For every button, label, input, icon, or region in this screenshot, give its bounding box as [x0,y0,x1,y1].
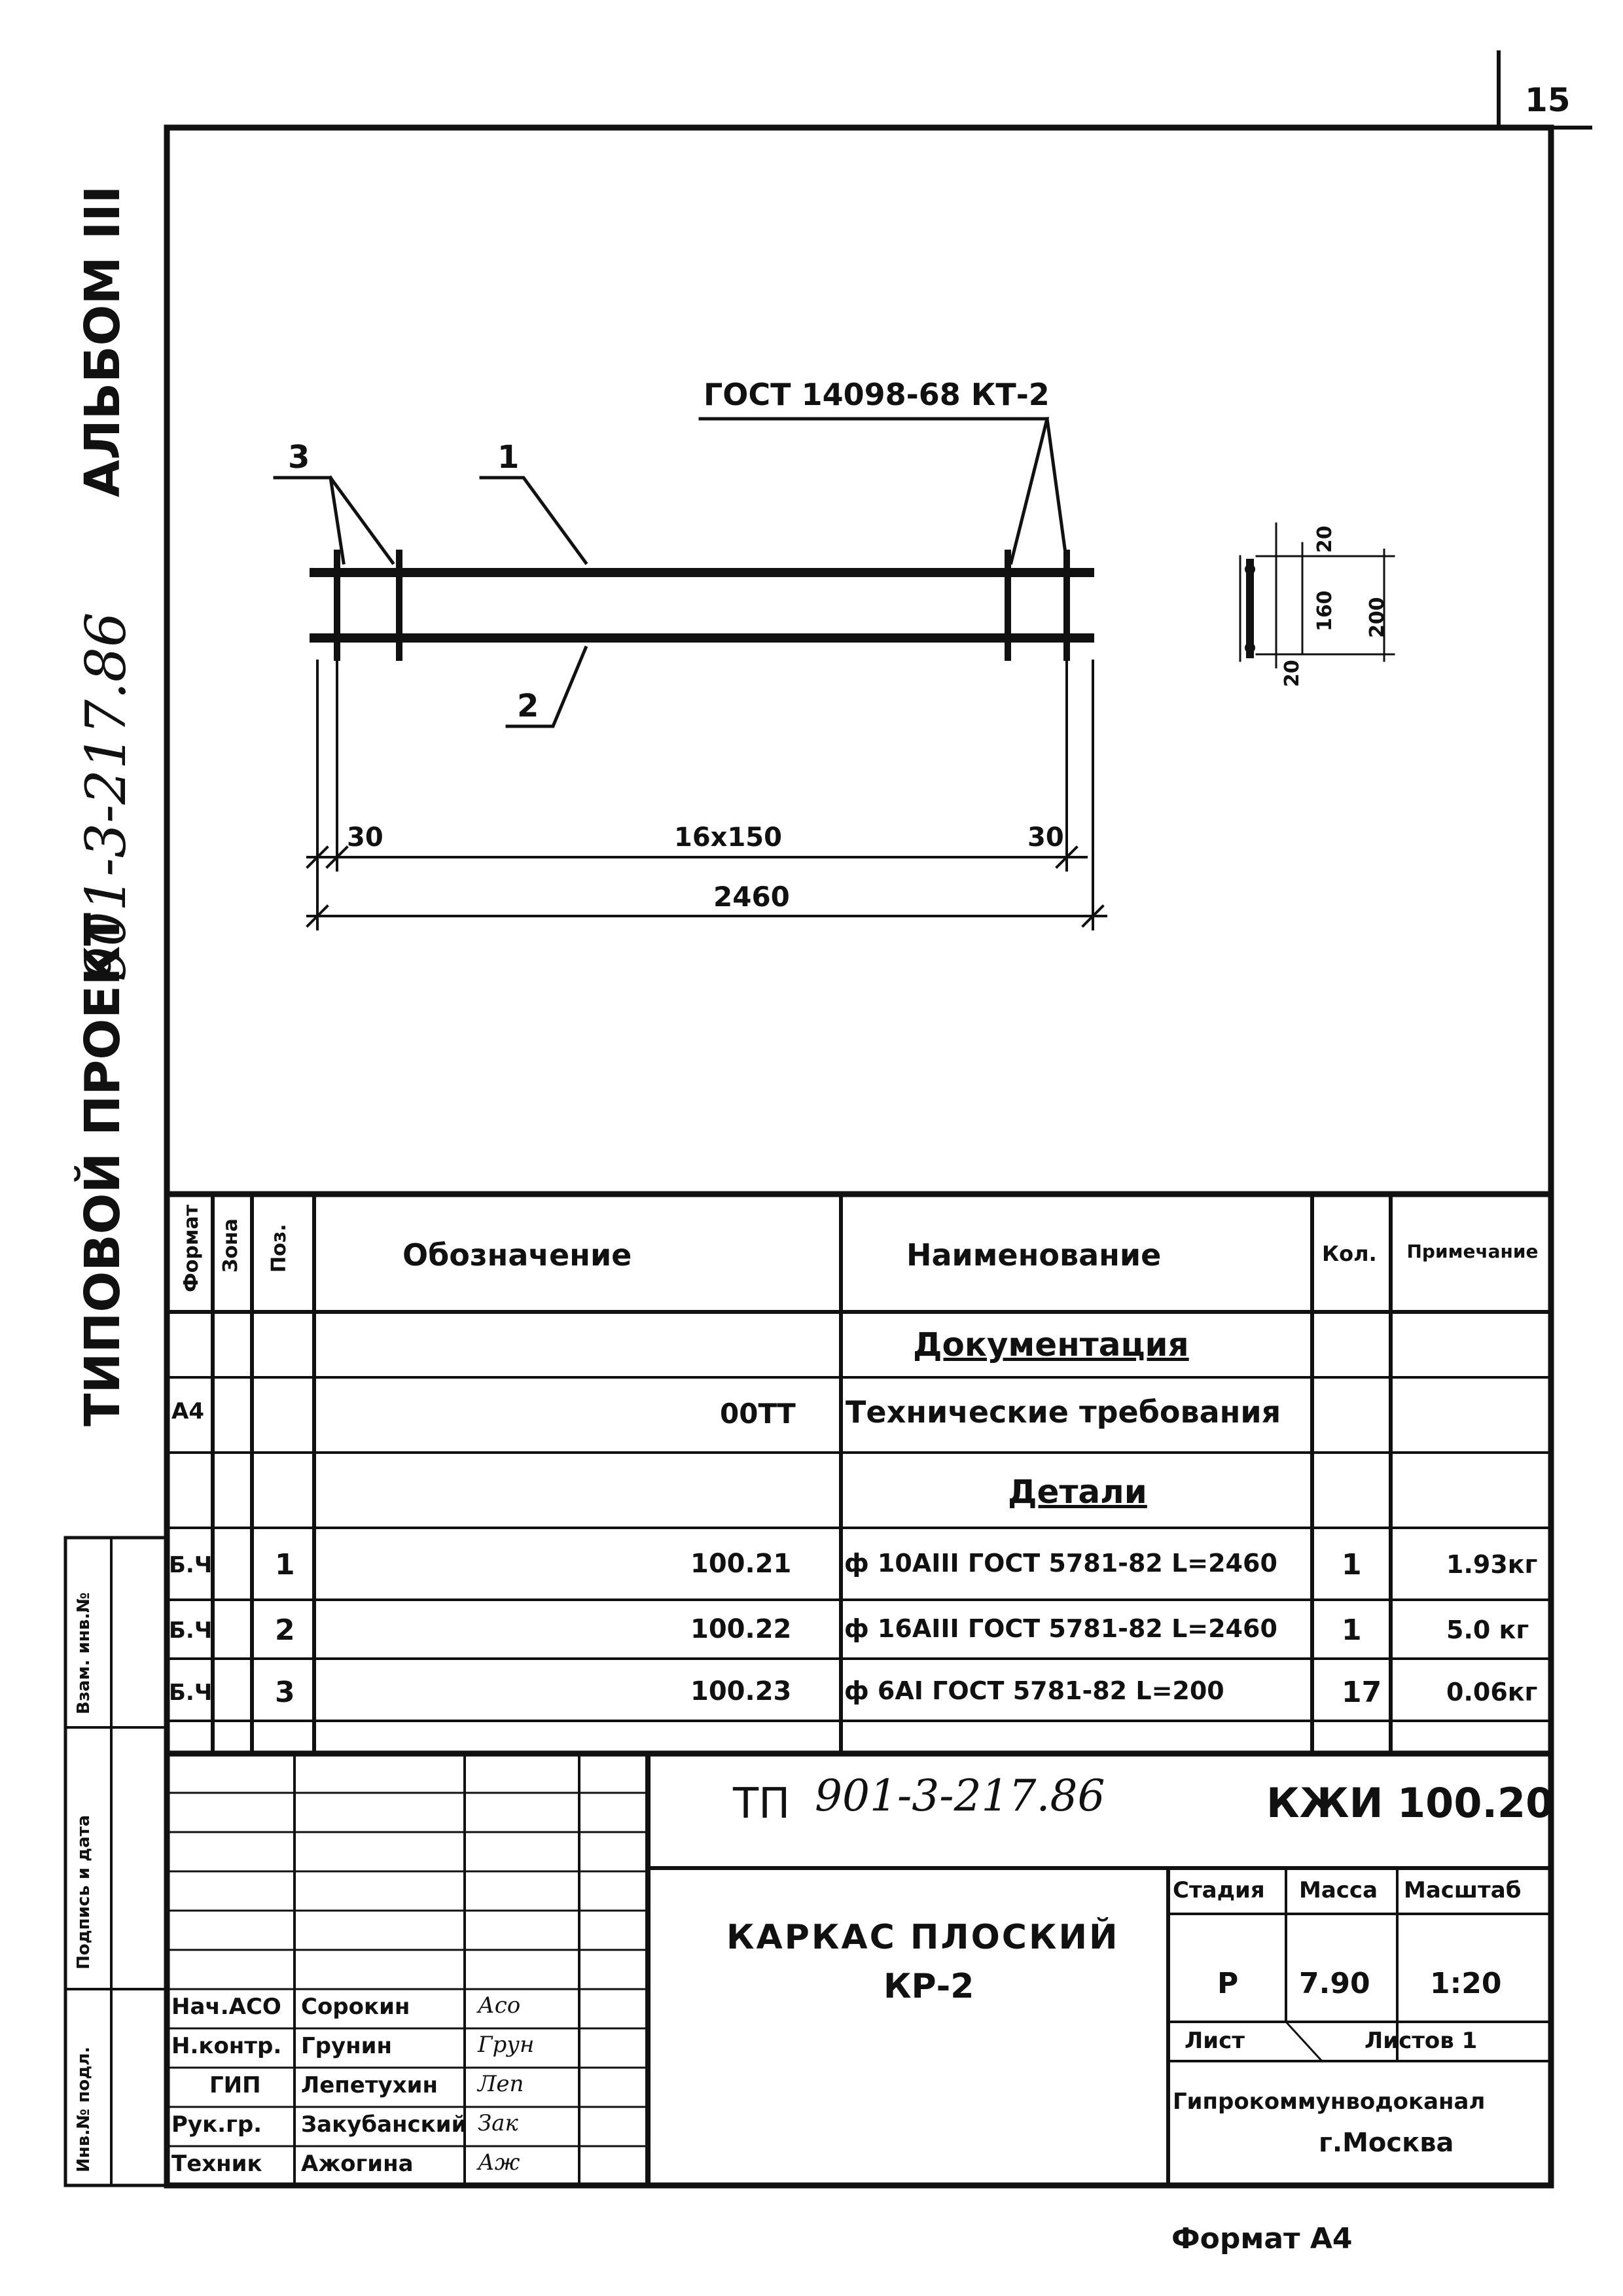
dim-middle: 16х150 [674,822,782,853]
row-2-pos: 2 [275,1614,295,1647]
callout-1: 1 [497,439,520,476]
signature-4: Зак [478,2110,518,2136]
callout-2: 2 [517,688,539,724]
section-dim-inner: 160 [1313,590,1336,631]
name-5: Ажогина [301,2151,414,2177]
dim-left: 30 [347,822,383,853]
side-title-prefix: ТИПОВОЙ ПРОЕКТ [75,913,131,1426]
sheet-number: 15 [1525,81,1571,119]
sheet-label: Лист [1185,2028,1245,2054]
row-3-name: ф 6АI ГОСТ 5781-82 L=200 [844,1676,1224,1705]
object-name-line1: КАРКАС ПЛОСКИЙ [726,1918,1120,1957]
section-documentation: Документация [913,1326,1189,1364]
name-1: Сорокин [301,1994,410,2020]
section-dim-outer: 200 [1366,597,1389,638]
row-3-note: 0.06кг [1446,1678,1538,1706]
cage-elevation [275,419,1106,929]
section-dim-top: 20 [1313,525,1336,553]
scale-value: 1:20 [1430,1967,1502,2000]
row-3-format: Б.Ч [169,1680,213,1706]
organization-city: г.Москва [1319,2128,1454,2158]
mass-label: Масса [1299,1877,1378,1903]
row-1-qty: 1 [1342,1548,1362,1581]
role-3: ГИП [209,2072,261,2098]
header-zone: Зона [219,1218,242,1273]
name-2: Грунин [301,2033,392,2059]
side-title-album: АЛЬБОМ III [75,185,131,497]
header-qty: Кол. [1322,1241,1377,1266]
row-1-pos: 1 [275,1548,295,1581]
strip-signature-date: Подпись и дата [74,1814,94,1969]
row-3-qty: 17 [1342,1676,1382,1709]
doc-row-format: А4 [171,1398,204,1424]
strip-replaced-inv: Взам. инв.№ [74,1592,94,1714]
section-bar-top [1245,564,1255,574]
row-2-name: ф 16АIII ГОСТ 5781-82 L=2460 [844,1614,1277,1643]
role-5: Техник [171,2151,262,2177]
row-2-note: 5.0 кг [1446,1616,1529,1644]
section-details: Детали [1008,1473,1147,1511]
row-1-note: 1.93кг [1446,1550,1538,1579]
scale-label: Масштаб [1404,1877,1522,1903]
mass-value: 7.90 [1299,1967,1370,2000]
dim-total: 2460 [713,881,790,913]
row-2-designation: 100.22 [690,1614,792,1644]
document-code: КЖИ 100.20 [1266,1779,1554,1827]
signature-5: Аж [478,2149,520,2176]
format-footer: Формат А4 [1171,2222,1353,2255]
doc-row-name: Технические требования [846,1394,1281,1430]
strip-inv-original: Инв.№ подл. [74,2046,94,2172]
signature-1: Асо [478,1992,521,2019]
name-4: Закубанский [301,2111,467,2138]
object-name-line2: КР-2 [883,1967,974,2006]
name-3: Лепетухин [301,2072,438,2098]
callout-3: 3 [288,439,310,476]
row-1-name: ф 10АIII ГОСТ 5781-82 L=2460 [844,1549,1277,1578]
row-1-designation: 100.21 [690,1549,792,1579]
tp-code: 901-3-217.86 [815,1771,1105,1821]
section-dim-bottom: 20 [1281,660,1304,687]
sheets-label: Листов 1 [1364,2028,1478,2054]
stage-label: Стадия [1173,1877,1265,1903]
section-bar-bottom [1245,643,1255,653]
dim-right: 30 [1027,822,1064,853]
organization-name: Гипрокоммунводоканал [1173,2089,1486,2115]
row-2-qty: 1 [1342,1614,1362,1647]
stage-value: Р [1217,1967,1239,2000]
header-note: Примечание [1406,1241,1539,1262]
row-1-format: Б.Ч [169,1552,213,1578]
doc-row-designation: 00ТТ [720,1398,796,1430]
row-2-format: Б.Ч [169,1617,213,1644]
header-name: Наименование [906,1237,1162,1273]
header-designation: Обозначение [402,1237,632,1273]
role-4: Рук.гр. [171,2111,262,2138]
signature-3: Леп [478,2071,524,2097]
row-3-pos: 3 [275,1676,295,1709]
role-2: Н.контр. [171,2033,282,2059]
gost-weld-label: ГОСТ 14098-68 КТ-2 [704,377,1050,412]
header-pos: Поз. [268,1224,291,1273]
row-3-designation: 100.23 [690,1676,792,1706]
header-format: Формат [180,1205,203,1292]
tp-prefix: ТП [733,1780,791,1828]
signature-2: Грун [478,2032,535,2058]
side-title-code: 901-3-217.86 [74,612,138,981]
role-1: Нач.АСО [171,1994,281,2020]
